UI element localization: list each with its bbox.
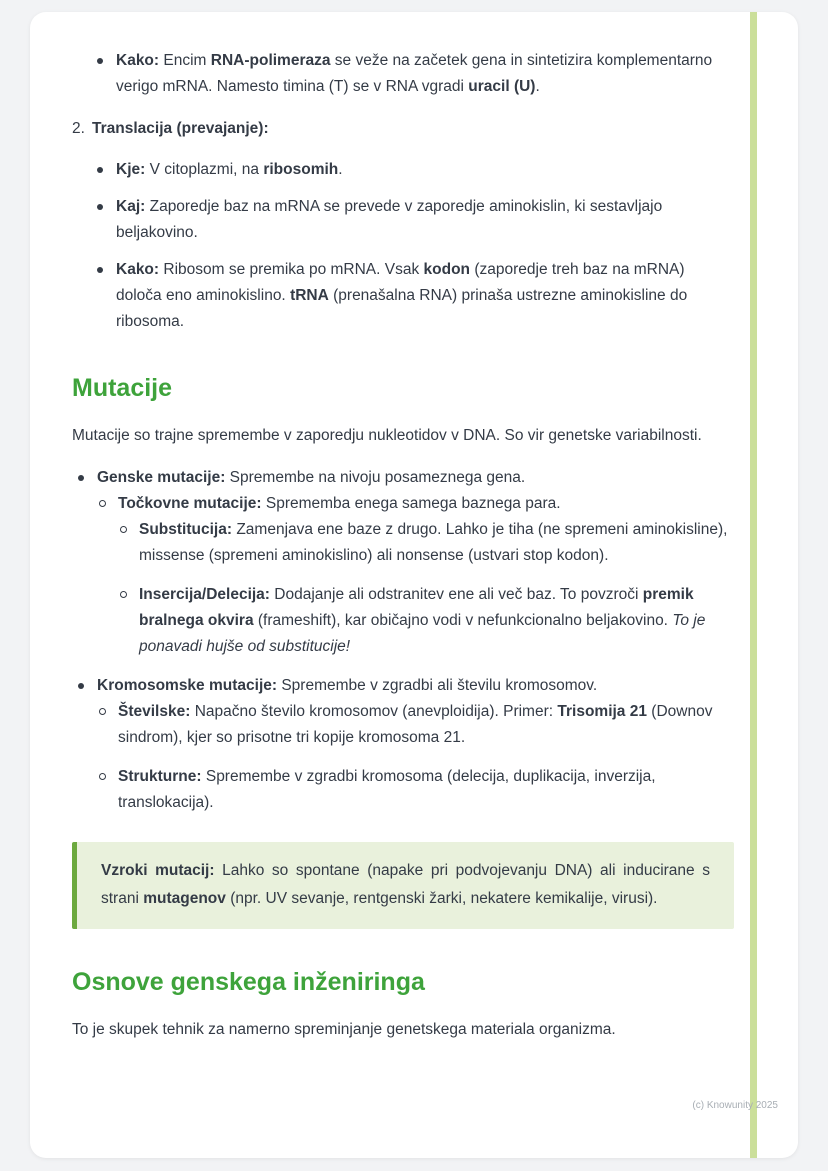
list-item-text: Kako: Ribosom se premika po mRNA. Vsak kodon (zaporedje treh baz na mRNA) določa eno aminokislino. tRNA (prenašalna RNA) prinaša ustrezne aminokisline do ribosoma. <box>116 261 688 330</box>
paragraph-osnove-intro: To je skupek tehnik za namerno spreminjanje genetskega materiala organizma. <box>72 1021 616 1038</box>
list-item-body <box>97 465 734 660</box>
ordered-item-translacija <box>72 116 734 142</box>
list-item-text: Kaj: Zaporedje baz na mRNA se prevede v zaporedje aminokislin, ki sestavljajo beljakovino. <box>116 198 663 241</box>
bullet-marker <box>97 204 103 210</box>
list-item-text: Substitucija: Zamenjava ene baze z drugo. Lahko je tiha (ne spremeni aminokisline), missense (spremeni aminokislino) ali nonsense (ustvari stop kodon). <box>139 521 728 564</box>
bullet-marker <box>97 267 103 273</box>
list-item-substitucija <box>120 517 734 569</box>
bullet-marker <box>78 475 84 481</box>
bullet-marker <box>120 591 127 598</box>
list-item-stevilske <box>99 699 734 751</box>
ordered-item-title: Translacija (prevajanje): <box>92 120 269 137</box>
list-item-insercija-delecija <box>120 582 734 660</box>
section-heading-osnove: Osnove genskega inženiringa <box>72 968 425 996</box>
list-item-body <box>97 673 734 816</box>
callout-vzroki-mutacij <box>72 842 734 929</box>
transcription-list <box>97 48 734 100</box>
list-item-body <box>118 491 734 660</box>
list-item-text: Točkovne mutacije: Sprememba enega samega baznega para. <box>118 495 561 512</box>
mutacije-list <box>78 465 734 816</box>
ordered-item-number: 2. <box>72 120 85 137</box>
section-heading-mutacije: Mutacije <box>72 374 173 402</box>
bullet-marker <box>120 526 127 533</box>
list-item-strukturne <box>99 764 734 816</box>
list-item-text: Genske mutacije: Spremembe na nivoju posameznega gena. <box>97 469 526 486</box>
bullet-marker <box>99 773 106 780</box>
paragraph-mutacije-intro: Mutacije so trajne spremembe v zaporedju nukleotidov v DNA. So vir genetske variabilnosti. <box>72 427 702 444</box>
callout-text: Vzroki mutacij: Lahko so spontane (napake pri podvojevanju DNA) ali inducirane s strani mutagenov (npr. UV sevanje, rentgenski žarki, nekatere kemikalije, virusi). <box>101 862 711 907</box>
list-item-genske-mutacije <box>78 465 734 660</box>
list-item-kromosomske-mutacije <box>78 673 734 816</box>
list-item-kako-transkripcija <box>97 48 734 100</box>
watermark-knowunity: (c) Knowunity 2025 <box>692 1100 778 1111</box>
kromosomske-sublist <box>99 699 734 816</box>
bullet-marker <box>97 58 103 64</box>
list-item-text: Kromosomske mutacije: Spremembe v zgradbi ali številu kromosomov. <box>97 677 598 694</box>
list-item-text: Kako: Encim RNA-polimeraza se veže na začetek gena in sintetizira komplementarno verigo mRNA. Namesto timina (T) se v RNA vgradi uracil (U). <box>116 52 713 95</box>
list-item-kaj <box>97 194 734 246</box>
bullet-marker <box>78 683 84 689</box>
list-item-text: Insercija/Delecija: Dodajanje ali odstranitev ene ali več baz. To povzroči premik bralnega okvira (frameshift), kar običajno vodi v nefunkcionalno beljakovino. To je ponavadi hujše od substitucije! <box>139 586 706 655</box>
document-content <box>72 48 734 1059</box>
bullet-marker <box>99 500 106 507</box>
list-item-kje <box>97 157 734 183</box>
list-item-kako-translacija <box>97 257 734 335</box>
list-item-tockovne-mutacije <box>99 491 734 660</box>
bullet-marker <box>99 708 106 715</box>
list-item-text: Številske: Napačno število kromosomov (anevploidija). Primer: Trisomija 21 (Downov sindrom), kjer so prisotne tri kopije kromosoma 21. <box>118 703 713 746</box>
list-item-text: Strukturne: Spremembe v zgradbi kromosoma (delecija, duplikacija, inverzija, translokacija). <box>118 768 656 811</box>
accent-stripe <box>750 12 757 1158</box>
bullet-marker <box>97 167 103 173</box>
document-page <box>30 12 798 1158</box>
genske-sublist <box>99 491 734 660</box>
translacija-list <box>97 157 734 335</box>
list-item-text: Kje: V citoplazmi, na ribosomih. <box>116 161 343 178</box>
tockovne-sublist <box>120 517 734 660</box>
